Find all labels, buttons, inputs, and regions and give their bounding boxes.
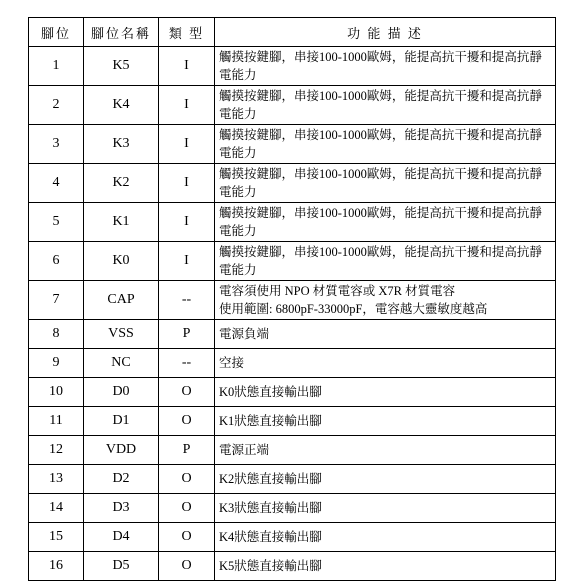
pin-type-cell: O: [159, 552, 215, 581]
pin-name-cell: D4: [84, 523, 159, 552]
pin-description-cell: K1狀態直接輸出腳: [215, 407, 556, 436]
pin-number-cell: 15: [29, 523, 84, 552]
pin-name-cell: NC: [84, 349, 159, 378]
pin-number-cell: 9: [29, 349, 84, 378]
header-description: 功 能 描 述: [215, 18, 556, 47]
header-type: 類 型: [159, 18, 215, 47]
table-row: [29, 281, 556, 320]
table-row: [29, 436, 556, 465]
table-row: [29, 164, 556, 203]
table-row: [29, 378, 556, 407]
pin-number-cell: 16: [29, 552, 84, 581]
pin-number-cell: 5: [29, 203, 84, 242]
pin-name-cell: K2: [84, 164, 159, 203]
pin-number-cell: 4: [29, 164, 84, 203]
pin-number-cell: 14: [29, 494, 84, 523]
pin-name-cell: VSS: [84, 320, 159, 349]
pin-description-cell: K3狀態直接輸出腳: [215, 494, 556, 523]
pin-description-cell: K4狀態直接輸出腳: [215, 523, 556, 552]
pin-description-cell: 空接: [215, 349, 556, 378]
pin-type-cell: I: [159, 47, 215, 86]
table-row: [29, 552, 556, 581]
pin-number-cell: 11: [29, 407, 84, 436]
pin-type-cell: I: [159, 164, 215, 203]
pin-name-cell: D1: [84, 407, 159, 436]
pin-number-cell: 13: [29, 465, 84, 494]
pin-type-cell: O: [159, 523, 215, 552]
table-row: [29, 523, 556, 552]
pin-type-cell: I: [159, 125, 215, 164]
pin-number-cell: 10: [29, 378, 84, 407]
pin-description-cell: 觸摸按鍵腳，串接100-1000歐姆，能提高抗干擾和提高抗靜電能力: [215, 203, 556, 242]
header-row: [29, 18, 556, 47]
pin-number-cell: 7: [29, 281, 84, 320]
pin-description-cell: 觸摸按鍵腳，串接100-1000歐姆，能提高抗干擾和提高抗靜電能力: [215, 86, 556, 125]
table-row: [29, 494, 556, 523]
description-line: 使用範圍: 6800pF-33000pF，電容越大靈敏度越高: [219, 302, 488, 316]
pin-description-cell: K2狀態直接輸出腳: [215, 465, 556, 494]
pin-number-cell: 12: [29, 436, 84, 465]
pin-type-cell: P: [159, 320, 215, 349]
pin-type-cell: O: [159, 378, 215, 407]
pin-type-cell: I: [159, 86, 215, 125]
table-body: [29, 47, 556, 581]
pin-number-cell: 3: [29, 125, 84, 164]
pin-name-cell: CAP: [84, 281, 159, 320]
pin-type-cell: O: [159, 465, 215, 494]
table-row: [29, 407, 556, 436]
header-pin: 腳位: [29, 18, 84, 47]
table-row: [29, 203, 556, 242]
pin-type-cell: --: [159, 281, 215, 320]
pin-name-cell: K3: [84, 125, 159, 164]
pin-description-cell: 觸摸按鍵腳，串接100-1000歐姆，能提高抗干擾和提高抗靜電能力: [215, 125, 556, 164]
pin-number-cell: 8: [29, 320, 84, 349]
pin-type-cell: --: [159, 349, 215, 378]
table-row: [29, 320, 556, 349]
table-row: [29, 349, 556, 378]
pin-number-cell: 1: [29, 47, 84, 86]
table-row: [29, 465, 556, 494]
pin-description-cell: [215, 281, 556, 320]
pin-type-cell: I: [159, 203, 215, 242]
pin-name-cell: VDD: [84, 436, 159, 465]
pin-description-cell: 電源正端: [215, 436, 556, 465]
pin-type-cell: O: [159, 494, 215, 523]
pin-name-cell: K4: [84, 86, 159, 125]
header-pin-name: 腳位名稱: [84, 18, 159, 47]
pin-type-cell: I: [159, 242, 215, 281]
pin-name-cell: D2: [84, 465, 159, 494]
pin-description-table: [28, 17, 556, 581]
pin-name-cell: K0: [84, 242, 159, 281]
pin-description-cell: 觸摸按鍵腳，串接100-1000歐姆，能提高抗干擾和提高抗靜電能力: [215, 242, 556, 281]
pin-number-cell: 2: [29, 86, 84, 125]
pin-description-cell: 電源負端: [215, 320, 556, 349]
pin-name-cell: D0: [84, 378, 159, 407]
table-row: [29, 125, 556, 164]
table-row: [29, 47, 556, 86]
pin-name-cell: K5: [84, 47, 159, 86]
table-row: [29, 86, 556, 125]
pin-name-cell: K1: [84, 203, 159, 242]
pin-description-cell: 觸摸按鍵腳，串接100-1000歐姆，能提高抗干擾和提高抗靜電能力: [215, 164, 556, 203]
pin-name-cell: D3: [84, 494, 159, 523]
pin-name-cell: D5: [84, 552, 159, 581]
description-line: 電容須使用 NPO 材質電容或 X7R 材質電容: [219, 284, 456, 298]
pin-description-cell: 觸摸按鍵腳，串接100-1000歐姆，能提高抗干擾和提高抗靜電能力: [215, 47, 556, 86]
pin-number-cell: 6: [29, 242, 84, 281]
pin-type-cell: O: [159, 407, 215, 436]
pin-type-cell: P: [159, 436, 215, 465]
pin-description-cell: K5狀態直接輸出腳: [215, 552, 556, 581]
table-row: [29, 242, 556, 281]
pin-description-cell: K0狀態直接輸出腳: [215, 378, 556, 407]
